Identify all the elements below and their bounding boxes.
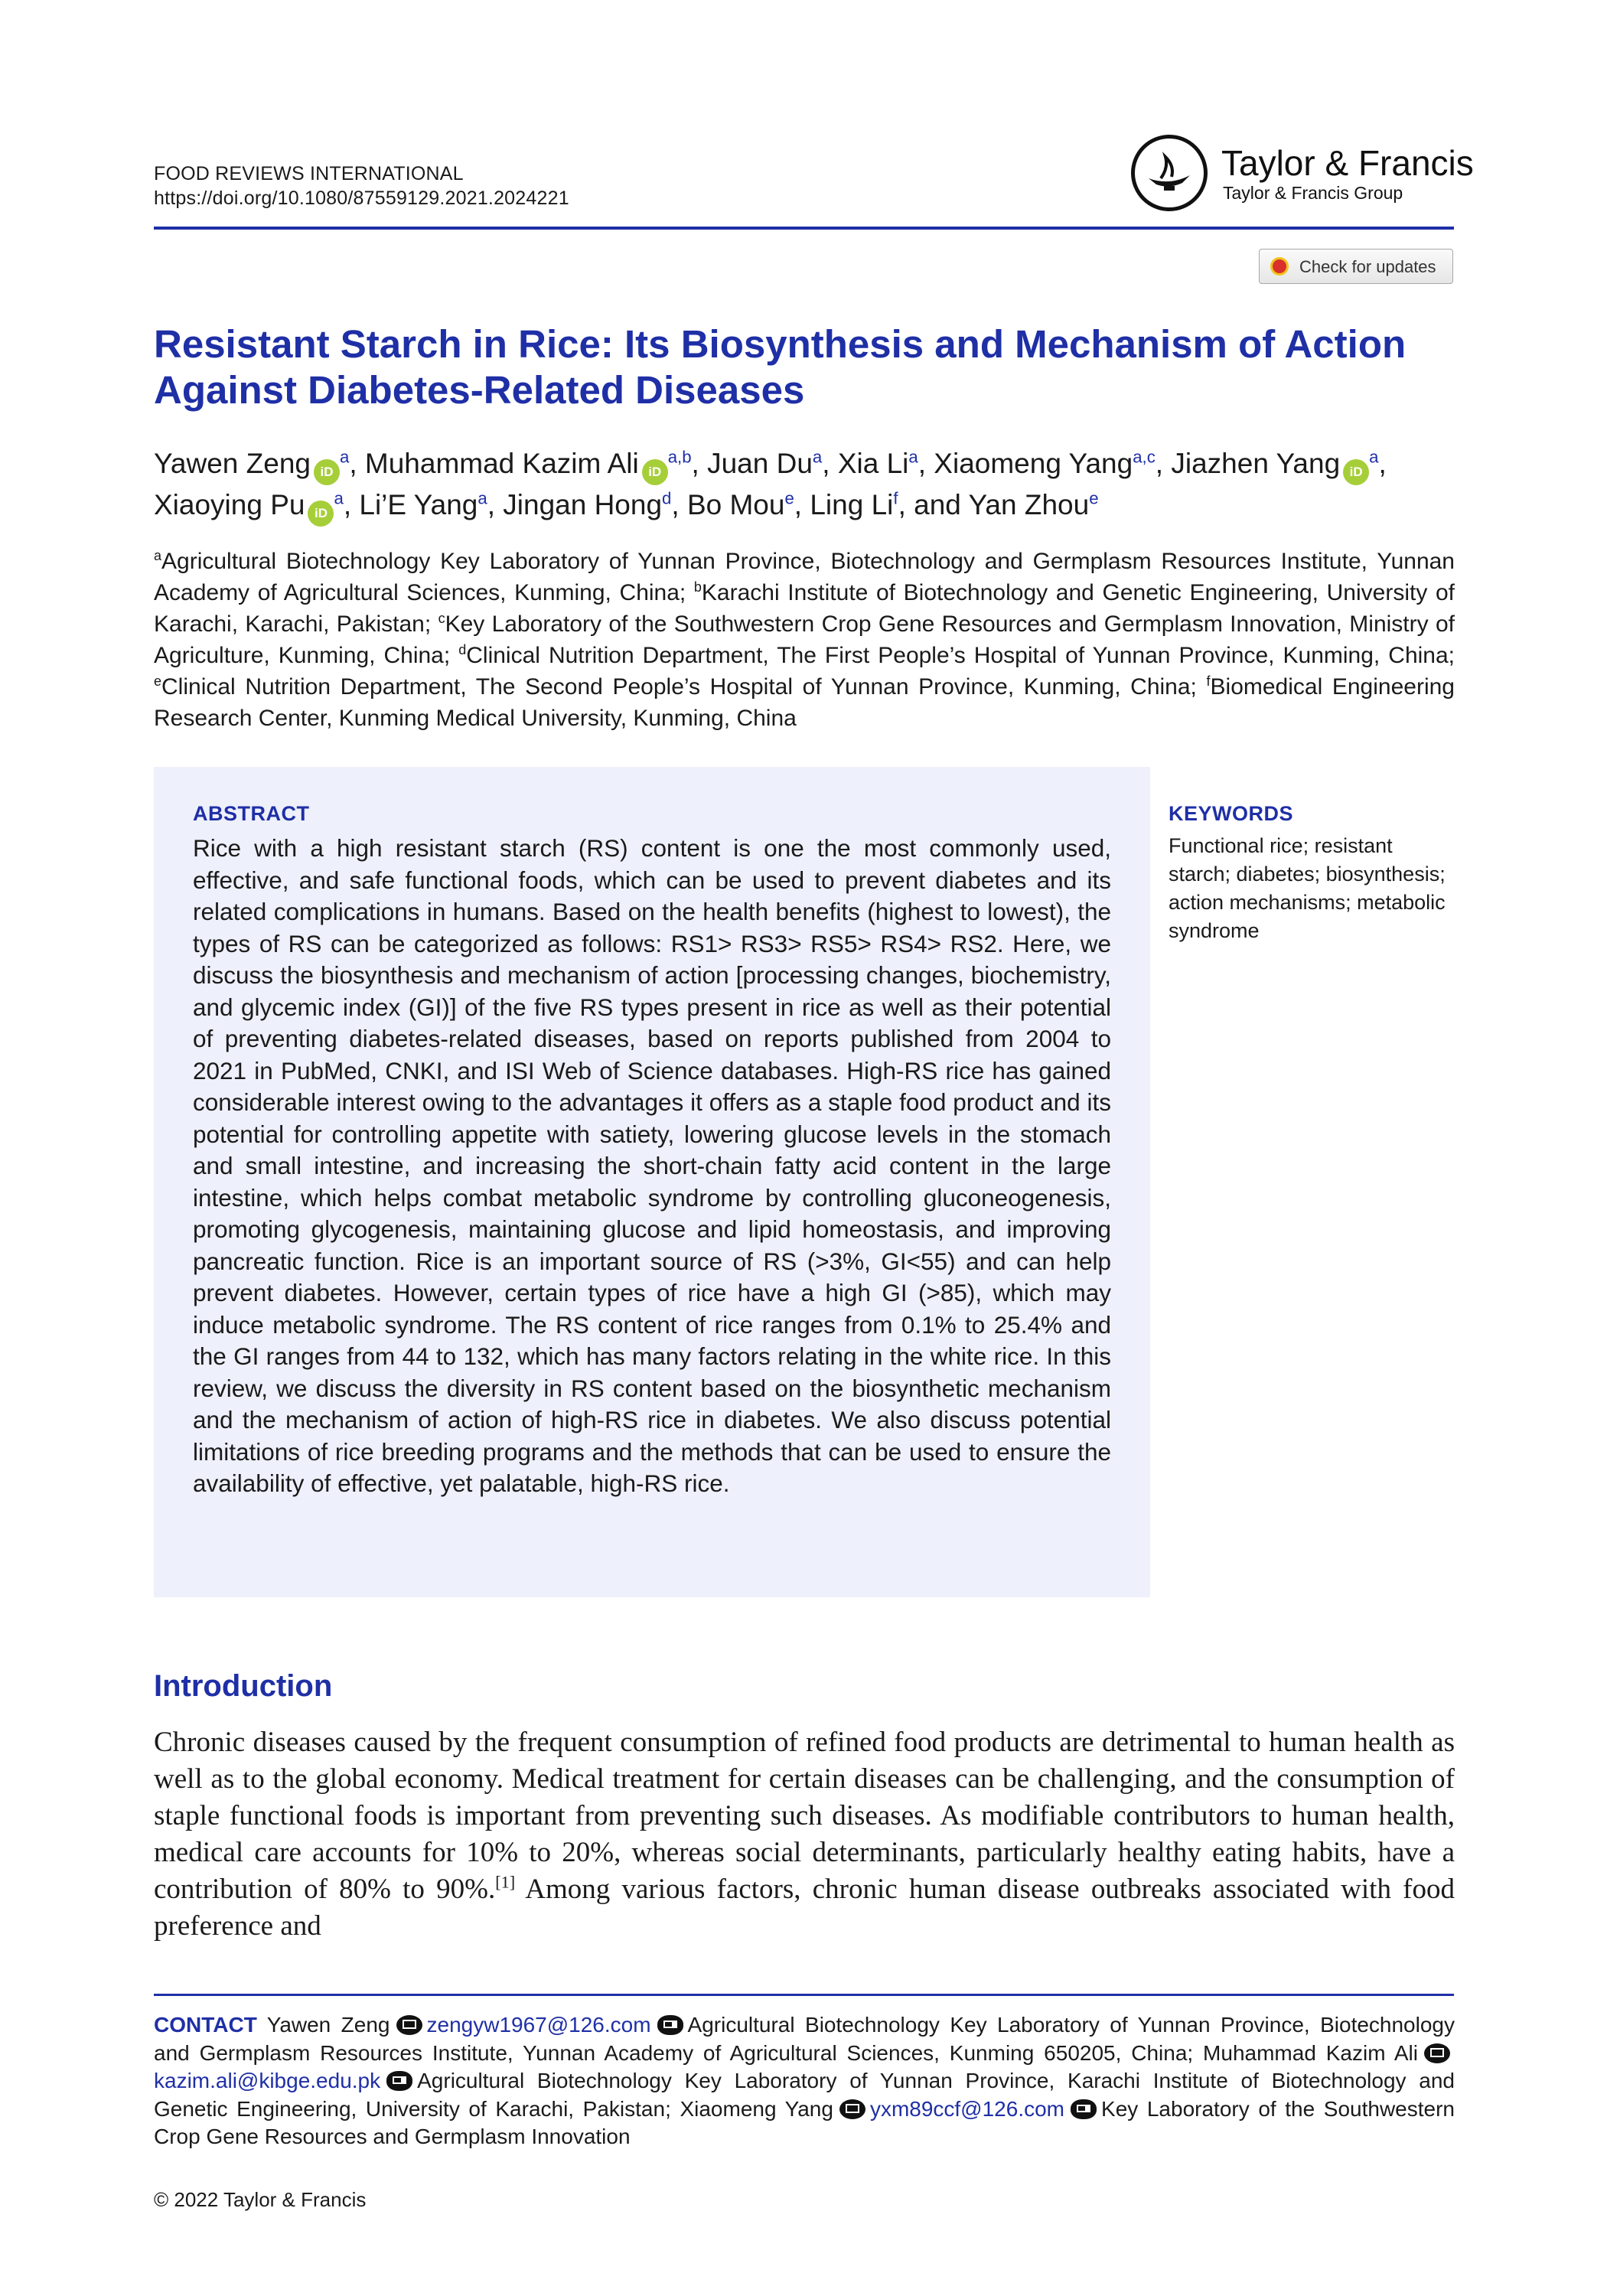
author-entry xyxy=(365,448,692,479)
contact-person-1: Yawen Zeng xyxy=(266,2013,390,2037)
doi-link[interactable]: https://doi.org/10.1080/87559129.2021.2024221 xyxy=(154,188,569,209)
affiliation-text: Clinical Nutrition Department, The Second People’s Hospital of Yunnan Province, Kunming, China; xyxy=(161,674,1197,700)
orcid-icon[interactable]: iD xyxy=(308,501,334,527)
journal-header xyxy=(154,161,569,210)
intro-text-part1: Chronic diseases caused by the frequent consumption of refined food products are detrimental to human health as well as to the global economy. Medical treatment for certain diseases can be challenging, and the consumption of staple functional foods is important from preventing such diseases. As modifiable contributors to human health, medical care accounts for 10% to 20%, whereas social determinants, particularly healthy eating habits, have a contribution of 80% to 90%. xyxy=(154,1727,1455,1905)
address-icon xyxy=(657,2015,683,2035)
author-entry xyxy=(154,489,344,520)
author-entry xyxy=(154,448,349,479)
orcid-icon[interactable]: iD xyxy=(642,459,668,485)
affiliation-sup: f xyxy=(1206,673,1211,689)
affiliation-sup: e xyxy=(154,673,162,689)
author-affiliation-sup[interactable]: d xyxy=(662,488,672,508)
author-entry xyxy=(503,489,671,520)
email-icon xyxy=(396,2015,422,2035)
email-link-3[interactable]: yxm89ccf@126.com xyxy=(869,2096,1065,2121)
orcid-icon[interactable]: iD xyxy=(1343,459,1369,485)
author-affiliation-sup[interactable]: e xyxy=(1089,488,1099,508)
author-name[interactable]: Yan Zhou xyxy=(968,489,1090,520)
author-name[interactable]: Ling Li xyxy=(810,489,894,520)
author-entry xyxy=(687,489,794,520)
author-name[interactable]: Muhammad Kazim Ali xyxy=(364,448,639,479)
contact-block xyxy=(154,2011,1455,2151)
author-affiliation-sup[interactable]: a xyxy=(812,447,823,467)
author-affiliation-sup[interactable]: a xyxy=(908,447,918,467)
affiliation-sup: a xyxy=(154,548,162,563)
contact-label: CONTACT xyxy=(154,2013,257,2037)
affiliation-sup: d xyxy=(458,642,467,657)
check-updates-button[interactable] xyxy=(1259,249,1453,284)
author-affiliation-sup[interactable]: a xyxy=(340,447,350,467)
author-entry xyxy=(934,448,1156,479)
author-affiliation-sup[interactable]: a xyxy=(1369,447,1379,467)
publisher-group: Taylor & Francis Group xyxy=(1223,183,1403,203)
author-name[interactable]: Jingan Hong xyxy=(503,489,663,520)
author-affiliation-sup[interactable]: a xyxy=(334,488,344,508)
publisher-name: Taylor & Francis xyxy=(1221,143,1474,183)
author-name[interactable]: Xiaomeng Yang xyxy=(934,448,1133,479)
abstract-heading: ABSTRACT xyxy=(193,802,310,825)
abstract-text: Rice with a high resistant starch (RS) content is one the most commonly used, effective, and safe functional foods, which can be used to prevent diabetes and its related complications in humans. Based on the health benefits (highest to lowest), the types of RS can be categorized as follows: RS1> RS3> RS5> RS4> RS2. Here, we discuss the biosynthesis and mechanism of action [processing changes, biochemistry, and glycemic index (GI)] of the five RS types present in rice as well as their potential of preventing diabetes-related diseases, based on reports published from 2004 to 2021 in PubMed, CNKI, and ISI Web of Science databases. High-RS rice has gained considerable interest owing to the advantages it offers as a staple food product and its potential for controlling appetite with satiety, lowering glucose levels in the stomach and small intestine, and increasing the short-chain fatty acid content in the large intestine, which helps combat metabolic syndrome by controlling gluconeogenesis, promoting glycogenesis, maintaining glucose and lipid homeostasis, and improving pancreatic function. Rice is an important source of RS (>3%, GI<55) and can help prevent diabetes. However, certain types of rice have a high GI (>85), which may induce metabolic syndrome. The RS content of rice ranges from 0.1% to 25.4% and the GI ranges from 44 to 132, which has many factors relating in the white rice. In this review, we discuss the diversity in RS content based on the biosynthetic mechanism and the mechanism of action of high-RS rice in diabetes. We also discuss potential limitations of rice breeding programs and the methods that can be used to ensure the availability of effective, yet palatable, high-RS rice. xyxy=(193,834,1111,1497)
author-affiliation-sup[interactable]: a,b xyxy=(667,447,692,467)
author-name[interactable]: Bo Mou xyxy=(686,489,785,520)
email-link-1[interactable]: zengyw1967@126.com xyxy=(426,2013,651,2037)
author-entry xyxy=(1171,448,1378,479)
author-name[interactable]: Yawen Zeng xyxy=(154,448,311,479)
introduction-heading: Introduction xyxy=(154,1669,333,1703)
introduction-text xyxy=(154,1724,1455,1945)
keywords-heading: KEYWORDS xyxy=(1169,802,1294,825)
affiliation-text: Key Laboratory of the Southwestern Crop Gene Resources and Germplasm Innovation, Ministry of Agriculture, Kunming, China; xyxy=(154,612,1455,668)
author-entry xyxy=(707,448,822,479)
author-name[interactable]: Li’E Yang xyxy=(359,489,478,520)
author-entry xyxy=(838,448,918,479)
author-affiliation-sup[interactable]: a,c xyxy=(1133,447,1156,467)
address-icon xyxy=(1071,2099,1097,2119)
affiliation-text: Biomedical Engineering Research Center, Kunming Medical University, Kunming, China xyxy=(154,674,1455,731)
email-link-2[interactable]: kazim.ali@kibge.edu.pk xyxy=(154,2069,381,2092)
affiliation-text: Agricultural Biotechnology Key Laboratory of Yunnan Province, Biotechnology and Germplasm Resources Institute, Yunnan Academy of Agricultural Sciences, Kunming, China; xyxy=(154,549,1455,605)
author-entry xyxy=(810,489,898,520)
contact-address-1: Agricultural Biotechnology Key Laboratory of Yunnan Province, Biotechnology and Germplasm Resources Institute, Yunnan Academy of Agricultural Sciences, Kunming 650205, China; Muhammad Kazim Ali xyxy=(154,2013,1455,2065)
author-entry xyxy=(359,489,487,520)
author-name[interactable]: Xiaoying Pu xyxy=(154,489,305,520)
publisher-logo xyxy=(1131,135,1474,211)
check-updates-label: Check for updates xyxy=(1299,257,1436,276)
author-name[interactable]: Jiazhen Yang xyxy=(1171,448,1341,479)
author-affiliation-sup[interactable]: a xyxy=(478,488,487,508)
address-icon xyxy=(386,2071,412,2091)
author-entry xyxy=(914,489,1098,520)
orcid-icon[interactable]: iD xyxy=(314,459,340,485)
author-name[interactable]: Juan Du xyxy=(707,448,813,479)
crossmark-icon xyxy=(1270,257,1289,276)
contact-address-2: Agricultural Biotechnology Key Laboratory of Yunnan Province, Karachi Institute of Biotechnology and Genetic Engineering, University of Karachi, Pakistan; Xiaomeng Yang xyxy=(154,2069,1455,2121)
author-list: Yawen Zeng $iD^a$, Muhammad Kazim Ali iD$^{a,b}$, Juan Du$^a$, Xia Li$^a$, Xiaomeng Yang$^{a,c}$, Jiazhen Yang $iD^a$, Xiaoying Pu $iD^a$, Li’E Yang$^a$, Jingan Hong$^d$, Bo Mou$^e$, Ling Li$^f$, and Yan Zhou$^e$ xyxy=(154,444,1470,527)
journal-name: FOOD REVIEWS INTERNATIONAL xyxy=(154,163,464,184)
affiliation-sup: c xyxy=(438,611,445,626)
affiliation-text: Clinical Nutrition Department, The First People’s Hospital of Yunnan Province, Kunming, China; xyxy=(466,643,1455,668)
citation-ref[interactable]: [1] xyxy=(495,1872,516,1892)
keywords-text: Functional rice; resistant starch; diabetes; biosynthesis; action mechanisms; metabolic syndrome xyxy=(1169,834,1446,942)
author-affiliation-sup[interactable]: e xyxy=(784,488,794,508)
affiliation-sup: b xyxy=(693,579,702,595)
contact-address-3: Key Laboratory of the Southwestern Crop Gene Resources and Germplasm Innovation xyxy=(154,2096,1455,2148)
article-title: Resistant Starch in Rice: Its Biosynthesis and Mechanism of Action Against Diabetes-Related Diseases xyxy=(154,322,1407,412)
header-rule xyxy=(154,227,1454,230)
affiliation-text: Karachi Institute of Biotechnology and Genetic Engineering, University of Karachi, Karachi, Pakistan; xyxy=(154,580,1455,637)
author-connector: and xyxy=(914,489,969,520)
lamp-icon xyxy=(1131,135,1208,211)
author-name[interactable]: Xia Li xyxy=(837,448,909,479)
email-icon xyxy=(839,2099,865,2119)
footer-rule xyxy=(154,1994,1454,1996)
email-icon xyxy=(1424,2043,1450,2063)
copyright: © 2022 Taylor & Francis xyxy=(154,2188,367,2211)
intro-text-part2: Among various factors, chronic human disease outbreaks associated with food preference and xyxy=(154,1874,1455,1942)
author-affiliation-sup[interactable]: f xyxy=(893,488,898,508)
affiliations xyxy=(154,546,1455,734)
